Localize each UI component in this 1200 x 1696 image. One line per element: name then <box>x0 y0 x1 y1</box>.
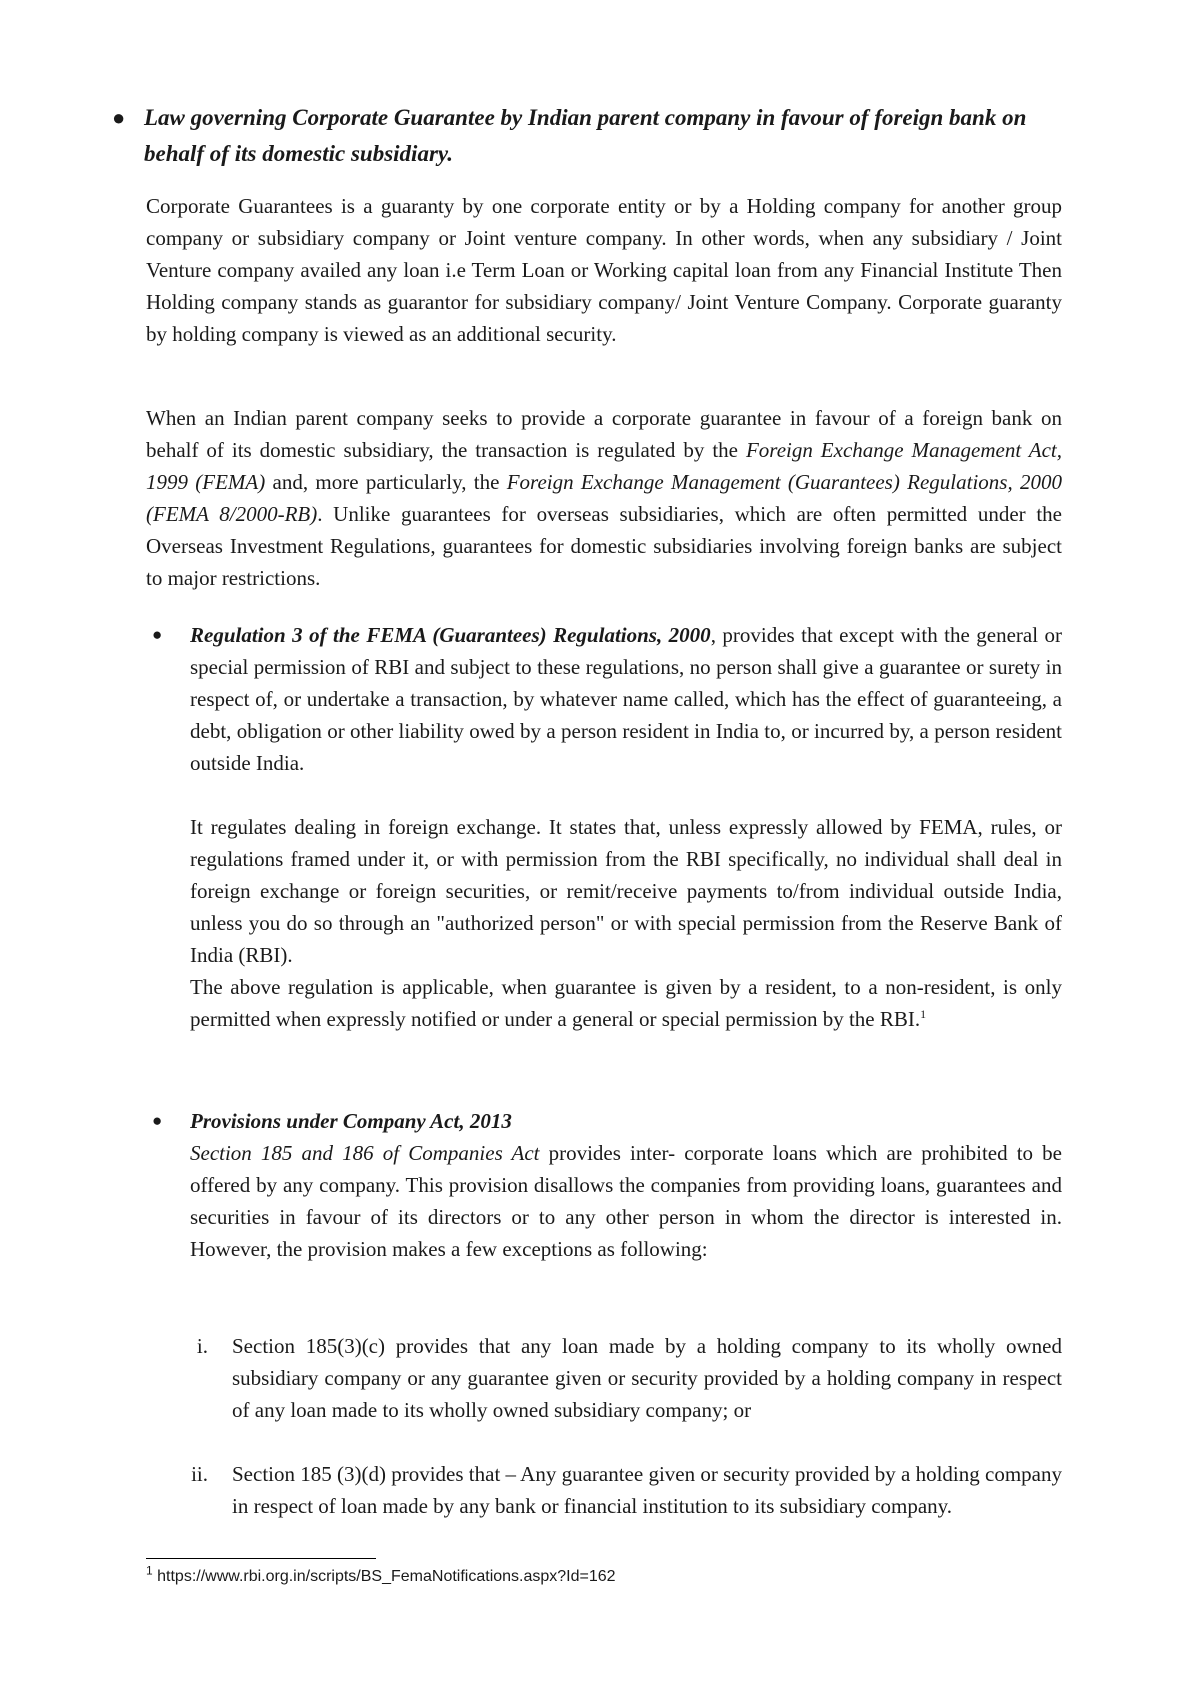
paragraph-text: . Unlike guarantees for overseas subsidiaries, which are often permitted under the Overseas Investment Regulations, guarantees for domestic subsidiaries involving foreign banks are subject to major restrictions. <box>146 502 1062 590</box>
bullet-item-company-act <box>146 1105 1062 1265</box>
section-heading <box>112 100 1073 172</box>
list-item <box>174 1330 1062 1426</box>
bullet-title: Provisions under Company Act, 2013 <box>190 1109 512 1133</box>
subparagraph-text: The above regulation is applicable, when guarantee is given by a resident, to a non-resident, is only permitted when expressly notified or under a general or special permission by the RBI. <box>190 975 1062 1031</box>
paragraph-text: When an Indian parent company seeks to provide a corporate guarantee in favour of a foreign bank on behalf of its domestic subsidiary, the transaction is regulated by the <box>146 406 1062 462</box>
footnote-separator <box>146 1558 376 1559</box>
footnote-link[interactable]: https://www.rbi.org.in/scripts/BS_FemaNotifications.aspx?Id=162 <box>152 1568 616 1585</box>
bullet-text: , provides that except with the general or special permission of RBI and subject to these regulations, no person shall give a guarantee or surety in respect of, or undertake a transaction, by whatever name called, which has the effect of guaranteeing, a debt, obligation or other liability owed by a person resident in India to, or incurred by, a person resident outside India. <box>190 623 1062 775</box>
section-reference: Section 185 and 186 of Companies Act <box>190 1141 540 1165</box>
list-item <box>174 1458 1062 1522</box>
bullet-subparagraph <box>190 971 1062 1035</box>
bullet-body <box>190 619 1062 1035</box>
bullet-icon: ● <box>152 1111 163 1130</box>
footnote-reference: 1 <box>920 1007 927 1021</box>
fema-regulations-reference: Foreign Exchange Management (Guarantees) Regulations, 2000 (FEMA 8/2000-RB) <box>146 470 1062 526</box>
bullet-body <box>190 1105 1062 1265</box>
footnote <box>146 1563 616 1588</box>
fema-act-reference: Foreign Exchange Management Act, 1999 (FEMA) <box>146 438 1062 494</box>
footnote-number: 1 <box>146 1563 153 1578</box>
bullet-icon: ● <box>112 105 126 130</box>
bullet-subparagraph: It regulates dealing in foreign exchange. It states that, unless expressly allowed by FEMA, rules, or regulations framed under it, or with permission from the RBI specifically, no individual shall deal in foreign exchange or foreign securities, or remit/receive payments to/from individual outside India, unless you do so through an "authorized person" or with special permission from the Reserve Bank of India (RBI). <box>190 815 1062 967</box>
list-item-text: Section 185 (3)(d) provides that – Any guarantee given or security provided by a holding company in respect of loan made by any bank or financial institution to its subsidiary company. <box>232 1462 1062 1518</box>
bullet-icon: ● <box>152 625 163 644</box>
paragraph-corporate-guarantees: Corporate Guarantees is a guaranty by one corporate entity or by a Holding company for another group company or subsidiary company or Joint venture company. In other words, when any subsidiary / Joint Venture company availed any loan i.e Term Loan or Working capital loan from any Financial Institute Then Holding company stands as guarantor for subsidiary company/ Joint Venture Company. Corporate guaranty by holding company is viewed as an additional security. <box>146 194 1062 346</box>
paragraph-fema-regulation <box>146 402 1062 594</box>
bullet-item-regulation-3 <box>146 619 1062 1035</box>
bullet-text: provides inter- corporate loans which are prohibited to be offered by any company. This provision disallows the companies from providing loans, guarantees and securities in favour of its directors or to any other person in whom the director is interested in. However, the provision makes a few exceptions as following: <box>190 1141 1062 1261</box>
list-item-number: ii. <box>191 1462 208 1486</box>
list-item-text: Section 185(3)(c) provides that any loan made by a holding company to its wholly owned subsidiary company or any guarantee given or security provided by a holding company in respect of any loan made to its wholly owned subsidiary company; or <box>232 1334 1062 1422</box>
paragraph-text: and, more particularly, the <box>265 470 507 494</box>
heading-text: Law governing Corporate Guarantee by Indian parent company in favour of foreign bank on behalf of its domestic subsidiary. <box>144 105 1027 166</box>
bullet-title: Regulation 3 of the FEMA (Guarantees) Regulations, 2000 <box>190 623 711 647</box>
list-item-number: i. <box>196 1334 208 1358</box>
